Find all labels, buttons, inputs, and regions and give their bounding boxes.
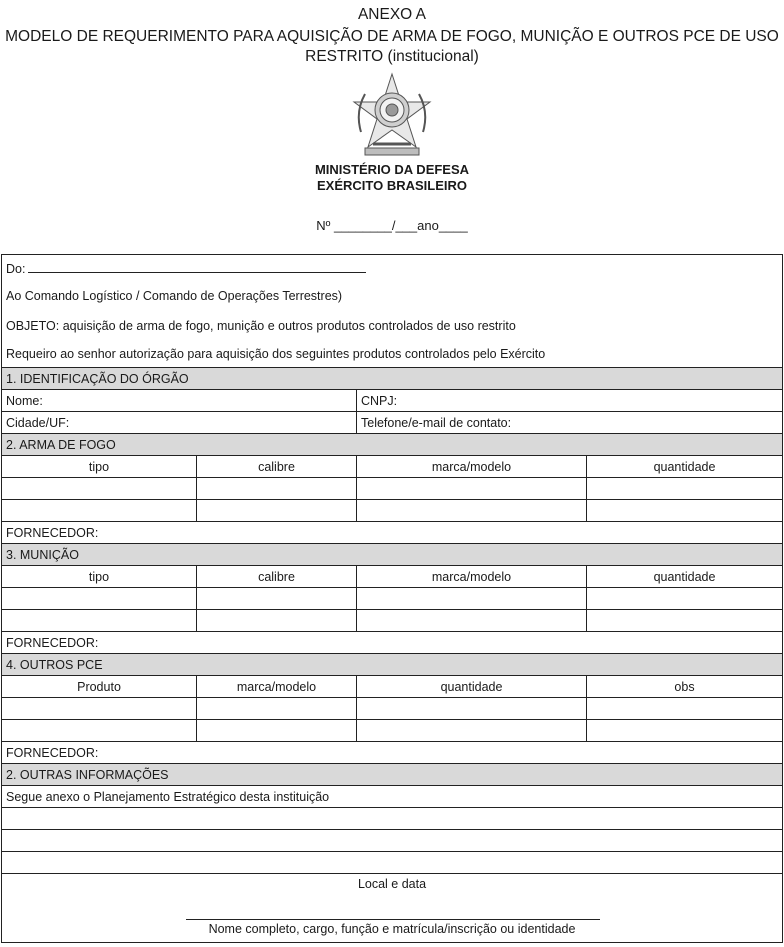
info-line[interactable]	[2, 808, 783, 830]
signature-line[interactable]	[186, 919, 600, 920]
supplier-row	[2, 632, 783, 654]
table-cell[interactable]	[587, 478, 783, 500]
section-header-row	[2, 434, 783, 456]
signature-block	[2, 874, 783, 943]
table-cell[interactable]	[587, 610, 783, 632]
org-name-row	[2, 390, 783, 412]
signature-row	[2, 874, 783, 943]
from-field[interactable]	[28, 260, 366, 273]
info-row	[2, 852, 783, 874]
request-text: Requeiro ao senhor autorização para aquisição dos seguintes produtos controlados pelo Exército	[2, 341, 783, 368]
table-row	[2, 720, 783, 742]
org-city-row	[2, 412, 783, 434]
info-row	[2, 830, 783, 852]
column-header: marca/modelo	[357, 566, 587, 588]
contact-field[interactable]: Telefone/e-mail de contato:	[357, 412, 783, 434]
table-cell[interactable]	[2, 500, 197, 522]
document-number-field[interactable]: Nº ________/___ano____	[316, 218, 468, 233]
from-row	[2, 255, 783, 282]
table-cell[interactable]	[2, 478, 197, 500]
from-label: Do:	[6, 262, 26, 276]
table-cell[interactable]	[197, 588, 357, 610]
table-header-row	[2, 676, 783, 698]
object-text: OBJETO: aquisição de arma de fogo, munição e outros produtos controlados de uso restrito	[2, 311, 783, 341]
annex-title: ANEXO A	[357, 6, 427, 23]
army-name: EXÉRCITO BRASILEIRO	[316, 178, 467, 193]
section4-title: 4. OUTROS PCE	[2, 654, 783, 676]
column-header: calibre	[197, 456, 357, 478]
table-cell[interactable]	[357, 500, 587, 522]
supplier-field[interactable]: FORNECEDOR:	[2, 632, 783, 654]
ministry-name: MINISTÉRIO DA DEFESA	[314, 162, 470, 177]
supplier-row	[2, 522, 783, 544]
column-header: obs	[587, 676, 783, 698]
coat-of-arms-icon	[351, 72, 433, 158]
document-title: MODELO DE REQUERIMENTO PARA AQUISIÇÃO DE ARMA DE FOGO, MUNIÇÃO E OUTROS PCE DE USO	[5, 28, 779, 45]
table-cell[interactable]	[197, 720, 357, 742]
supplier-field[interactable]: FORNECEDOR:	[2, 742, 783, 764]
document-title-continued: RESTRITO (institucional)	[305, 48, 479, 65]
requirement-form-table	[1, 254, 783, 943]
table-row	[2, 478, 783, 500]
table-row	[2, 500, 783, 522]
table-cell[interactable]	[587, 698, 783, 720]
column-header: marca/modelo	[357, 456, 587, 478]
table-header-row	[2, 566, 783, 588]
table-cell[interactable]	[587, 588, 783, 610]
table-cell[interactable]	[357, 720, 587, 742]
supplier-row	[2, 742, 783, 764]
table-cell[interactable]	[197, 478, 357, 500]
request-row	[2, 341, 783, 368]
column-header: Produto	[2, 676, 197, 698]
object-row	[2, 311, 783, 341]
supplier-field[interactable]: FORNECEDOR:	[2, 522, 783, 544]
section5-title: 2. OUTRAS INFORMAÇÕES	[2, 764, 783, 786]
info-text[interactable]: Segue anexo o Planejamento Estratégico desta instituição	[2, 786, 783, 808]
table-cell[interactable]	[357, 478, 587, 500]
column-header: quantidade	[357, 676, 587, 698]
section3-title: 3. MUNIÇÃO	[2, 544, 783, 566]
cnpj-field[interactable]: CNPJ:	[357, 390, 783, 412]
table-row	[2, 610, 783, 632]
section-header-row	[2, 544, 783, 566]
table-cell[interactable]	[357, 698, 587, 720]
column-header: tipo	[2, 566, 197, 588]
table-cell[interactable]	[197, 610, 357, 632]
table-cell[interactable]	[357, 588, 587, 610]
column-header: tipo	[2, 456, 197, 478]
table-cell[interactable]	[587, 720, 783, 742]
section-header-row	[2, 764, 783, 786]
section1-title: 1. IDENTIFICAÇÃO DO ÓRGÃO	[2, 368, 783, 390]
column-header: calibre	[197, 566, 357, 588]
section-header-row	[2, 654, 783, 676]
column-header: quantidade	[587, 456, 783, 478]
to-row	[2, 281, 783, 311]
table-cell[interactable]	[587, 500, 783, 522]
table-cell[interactable]	[197, 500, 357, 522]
info-row	[2, 786, 783, 808]
column-header: marca/modelo	[197, 676, 357, 698]
info-line[interactable]	[2, 830, 783, 852]
place-date-label: Local e data	[357, 877, 427, 891]
info-line[interactable]	[2, 852, 783, 874]
column-header: quantidade	[587, 566, 783, 588]
table-cell[interactable]	[2, 720, 197, 742]
city-field[interactable]: Cidade/UF:	[2, 412, 357, 434]
info-row	[2, 808, 783, 830]
table-row	[2, 588, 783, 610]
org-name-field[interactable]: Nome:	[2, 390, 357, 412]
table-cell[interactable]	[197, 698, 357, 720]
section-header-row	[2, 368, 783, 390]
section2-title: 2. ARMA DE FOGO	[2, 434, 783, 456]
table-row	[2, 698, 783, 720]
signature-caption: Nome completo, cargo, função e matrícula/inscrição ou identidade	[208, 922, 576, 936]
to-text: Ao Comando Logístico / Comando de Operações Terrestres)	[2, 281, 783, 311]
table-cell[interactable]	[2, 698, 197, 720]
table-header-row	[2, 456, 783, 478]
table-cell[interactable]	[357, 610, 587, 632]
table-cell[interactable]	[2, 610, 197, 632]
table-cell[interactable]	[2, 588, 197, 610]
